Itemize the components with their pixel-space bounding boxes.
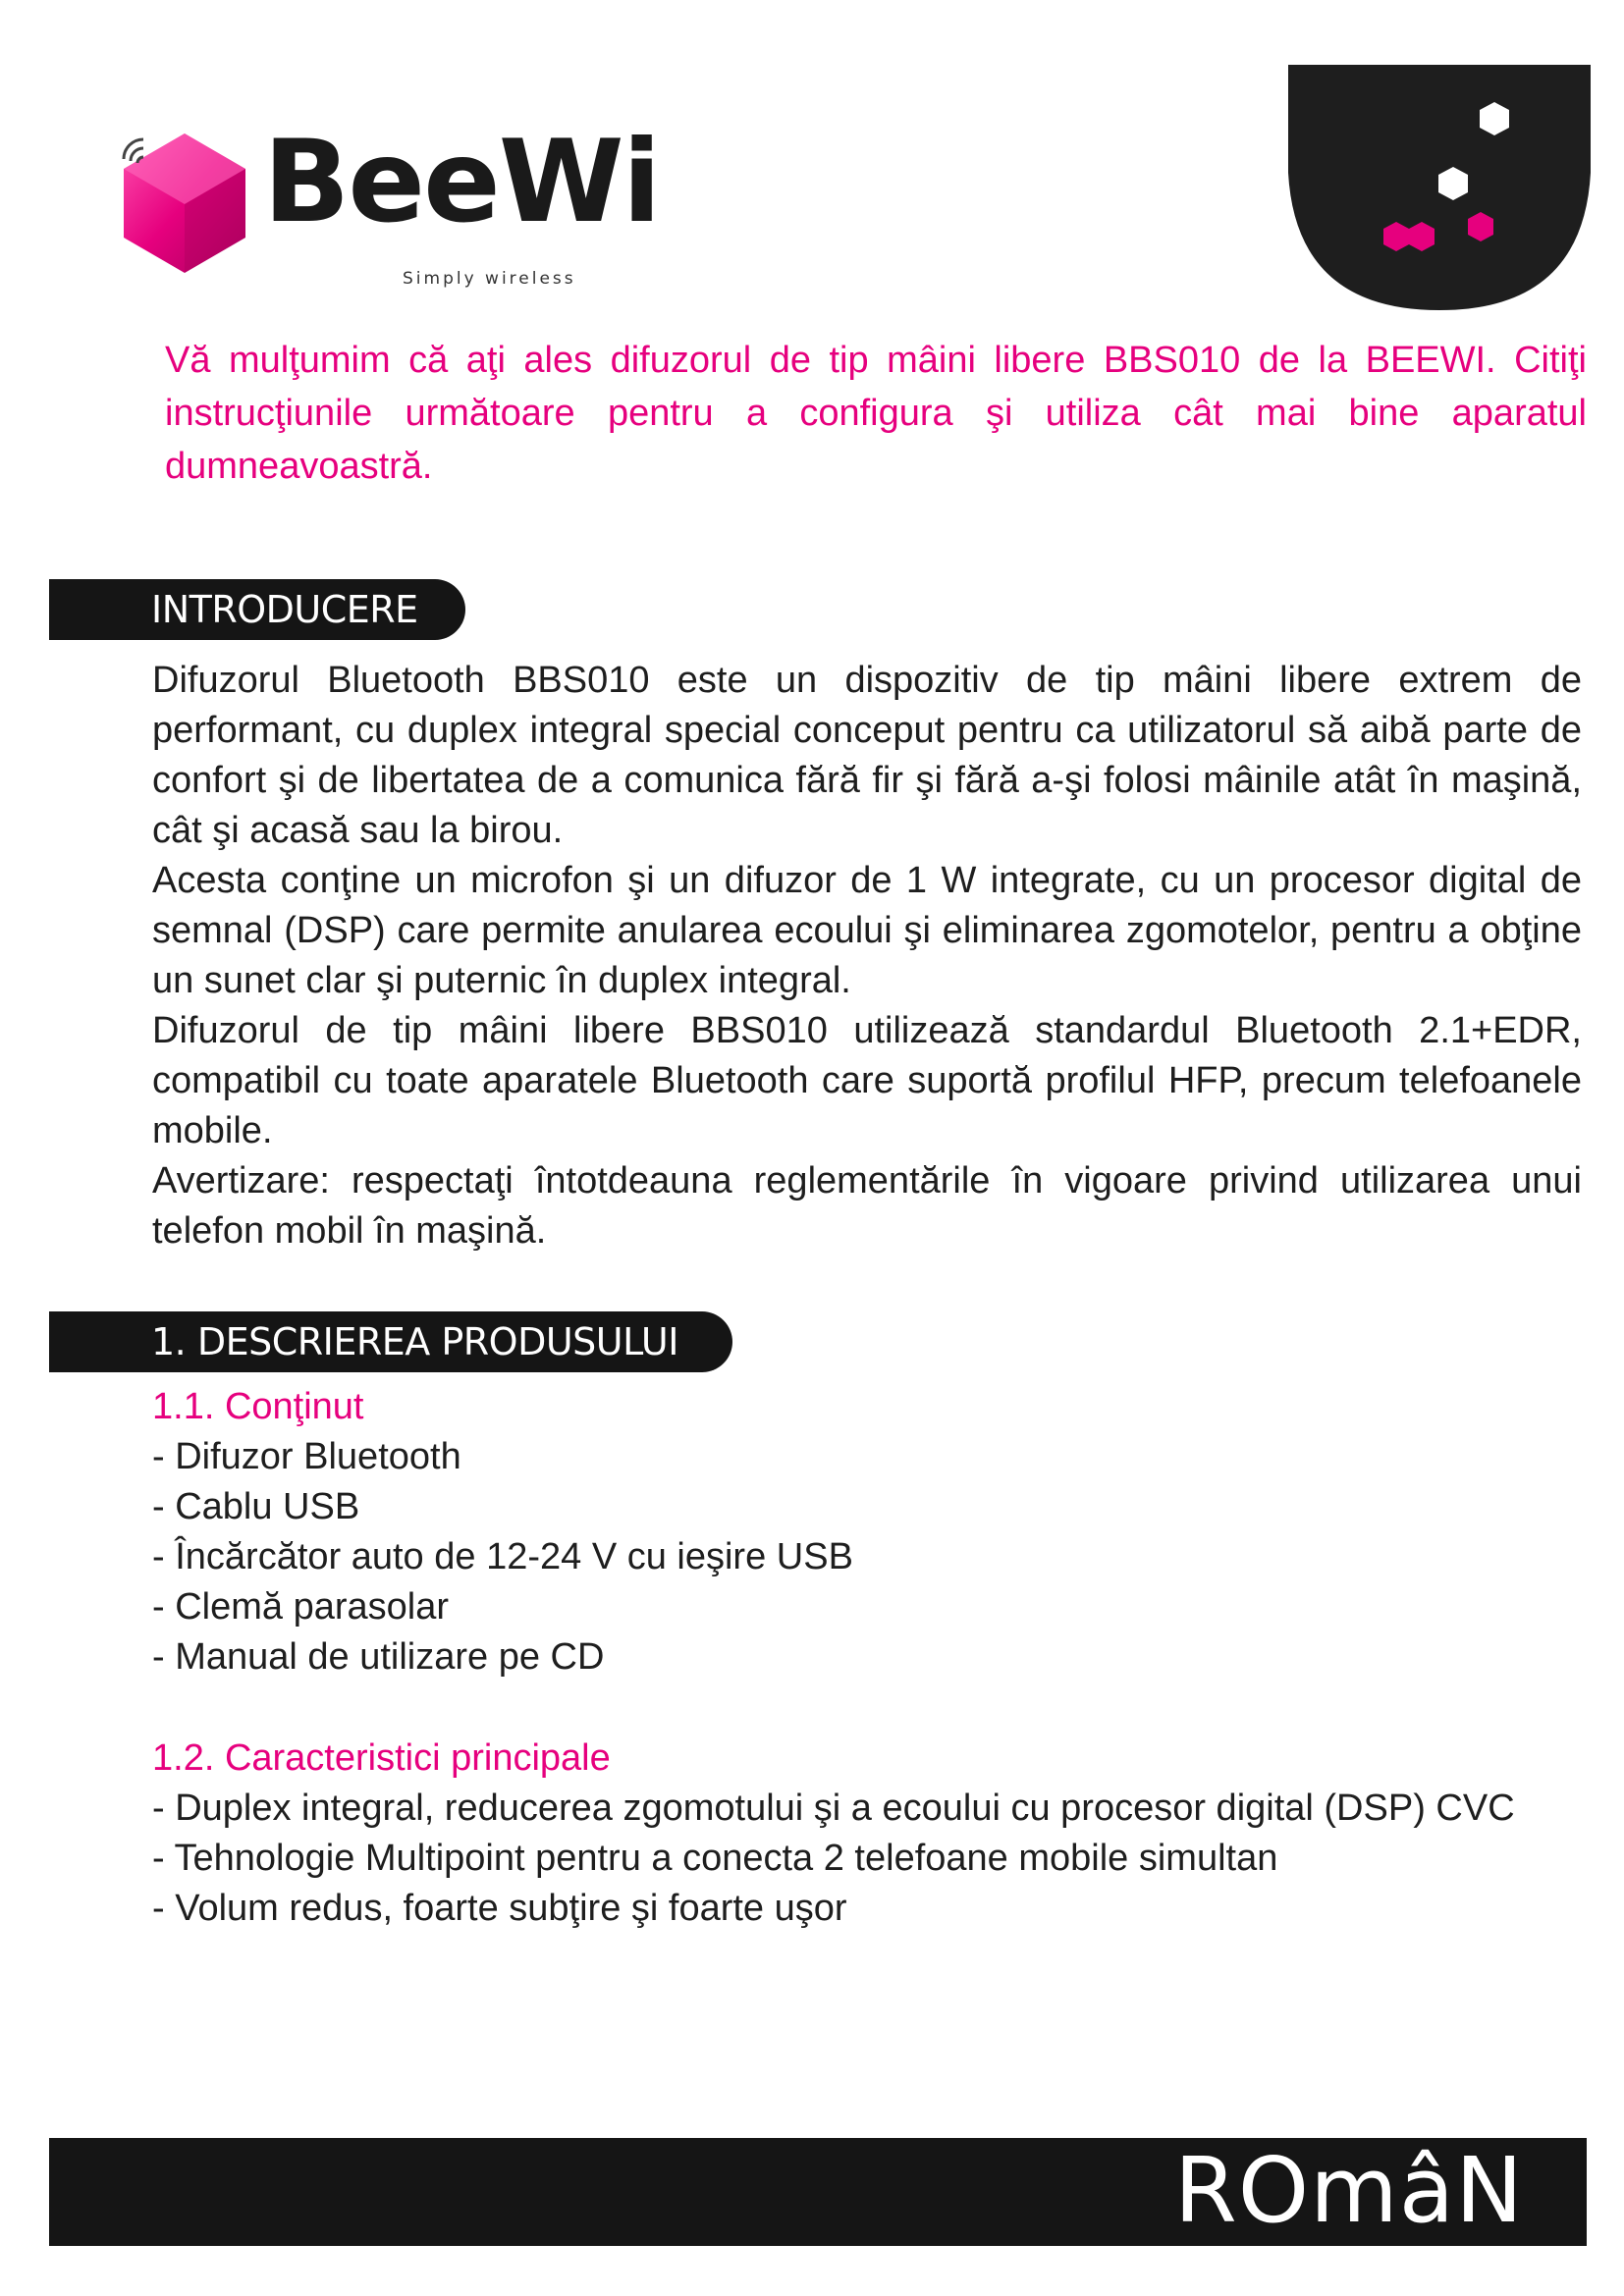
continut-list xyxy=(152,1432,1582,1682)
introducere-body xyxy=(152,656,1582,1256)
shield-hexagons-icon xyxy=(1288,65,1591,310)
descriere-body xyxy=(152,1382,1582,1934)
section-header-introducere: INTRODUCERE xyxy=(49,579,465,640)
list-item: - Clemă parasolar xyxy=(152,1586,449,1628)
subsection-title-caracteristici: 1.2. Caracteristici principale xyxy=(152,1737,611,1779)
intro-paragraph: Difuzorul de tip mâini libere BBS010 utilizează standardul Bluetooth 2.1+EDR, compatibil cu toate aparatele Bluetooth care suportă profilul HFP, precum telefoanele mobile. xyxy=(152,1010,1582,1151)
intro-paragraph: Acesta conţine un microfon şi un difuzor de 1 W integrate, cu un procesor digital de semnal (DSP) care permite anularea ecoului şi eliminarea zgomotelor, pentru a obţine un sunet clar şi puternic în duplex integral. xyxy=(152,860,1582,1001)
list-item: - Manual de utilizare pe CD xyxy=(152,1636,605,1678)
intro-thanks-text: Vă mulţumim că aţi ales difuzorul de tip mâini libere BBS010 de la BEEWI. Citiţi instrucţiunile următoare pentru a configura şi utiliza cât mai bine aparatul dumneavoastră. xyxy=(165,340,1587,487)
list-item: - Difuzor Bluetooth xyxy=(152,1436,461,1477)
list-item: - Tehnologie Multipoint pentru a conecta 2 telefoane mobile simultan xyxy=(152,1838,1278,1879)
section-header-descrierea-produsului: 1. DESCRIEREA PRODUSULUI xyxy=(49,1311,732,1372)
list-item: - Încărcător auto de 12-24 V cu ieşire USB xyxy=(152,1536,853,1577)
spacer xyxy=(152,1682,1582,1734)
footer-bar xyxy=(49,2138,1587,2246)
brand-tagline: Simply wireless xyxy=(403,269,576,289)
caracteristici-list xyxy=(152,1784,1582,1934)
brand-logo xyxy=(118,116,660,293)
list-item: - Cablu USB xyxy=(152,1486,360,1527)
list-item: - Volum redus, foarte subţire şi foarte uşor xyxy=(152,1888,847,1929)
subsection-title-continut: 1.1. Conţinut xyxy=(152,1386,364,1427)
intro-paragraph: Avertizare: respectaţi întotdeauna reglementările în vigoare privind utilizarea unui telefon mobil în maşină. xyxy=(152,1160,1582,1252)
list-item: - Duplex integral, reducerea zgomotului şi a ecoului cu procesor digital (DSP) CVC xyxy=(152,1788,1515,1829)
brand-name: BeeWi xyxy=(263,116,660,248)
language-label: ROmâN xyxy=(1173,2138,1524,2243)
intro-paragraph: Difuzorul Bluetooth BBS010 este un dispozitiv de tip mâini libere extrem de performant, cu duplex integral special conceput pentru ca utilizatorul să aibă parte de confort şi de libertatea de a comunica fără fir şi fără a-şi folosi mâinile atât în maşină, cât şi acasă sau la birou. xyxy=(152,660,1582,851)
wifi-signal-icon xyxy=(118,130,165,177)
